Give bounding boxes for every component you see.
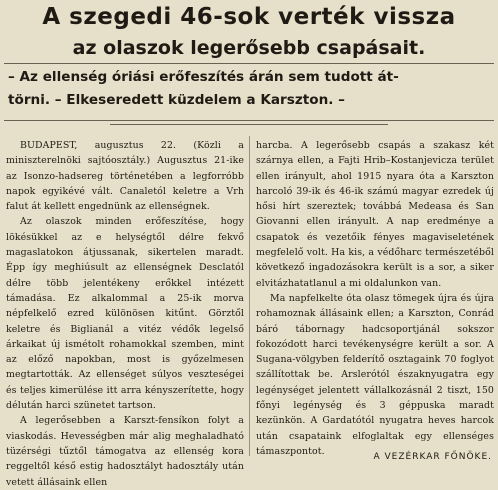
right-paragraph-2: Ma napfelkelte óta olasz tömegek újra és újra rohamoznak állásaink ellen; a Karszton, Conrád báró tábornagy hadcsoportjánál sokszor fokozódott harci tevékenységre került a sor. A Sugana-völgyben felderítő osztagaink 70 foglyot szállítottak be. Arslerótól északnyugatra egy legénységet jelentett vállalkozásnál 2 tiszt, 150 főnyi legénység és 3 géppuska maradt kezünkön. A Gardatótól nyugatra heves harcok után csapataink elfoglaltak egy ellenséges támaszpontot. (256, 292, 494, 457)
headline: A szegedi 46-sok verték vissza (42, 4, 456, 30)
article-column-right (256, 138, 494, 459)
subheadline: az olaszok legerősebb csapásait. (72, 37, 426, 59)
deck-line-1: – Az ellenség óriási erőfeszítés árán sem tudott át- (8, 69, 399, 85)
left-paragraph-3: A legerősebben a Karszt-fensíkon folyt a viaskodás. Hevességben már alig meghaladható tüzérségi tűztől támogatva az ellenség kora reggeltől késő estig hadosztályt hadosztály után vetett állásaink ellen (6, 415, 244, 488)
signature: A VEZÉRKAR FŐNÖKE. (373, 452, 492, 462)
left-paragraph-2: Az olaszok minden erőfeszítése, hogy lökésükkel az e helységtől délre fekvő magaslatokon átjussanak, sikertelen maradt. Épp így meghiúsult az ellenségnek Desclatól délre több jelentékeny erőkkel intézett támadása. Ez alkalommal a 25-ik morva népfelkelő ezred különösen kitűnt. Görztől keletre és Biglianál a vitéz védők legelső árkaikat új ismétolt rohamokkal szemben, mint az előző napokban, most is győzelmesen megtartották. Az ellenséget súlyos veszteségei és teljes kimerülése itt arra kényszerítette, hogy délután harci szünetet tartson. (6, 216, 244, 412)
divider-short (110, 124, 388, 125)
divider-middle (4, 120, 494, 121)
column-divider (249, 136, 250, 456)
article-column-left (6, 138, 244, 490)
right-paragraph-1: harcba. A legerősebb csapás a szakasz két szárnya ellen, a Fajti Hrib–Kostanjevicza terület ellen irányult, ahol 1915 nyara óta a Karszton harcoló 39-ik és 46-ik számú magyar ezredek új hősi hírt szereztek; továbbá Medeasa és San Giovanni ellen irányult. A nap eredménye a csapatok és vezetőik fényes magaviseletének megfelelő volt. Ha kis, a védőharc természetéből következő ingadozásokra került is a sor, a siker elvitázhatatlanul a mi oldalunkon van. (256, 140, 494, 289)
left-paragraph-1: BUDAPEST, augusztus 22. (Közli a miniszterelnöki sajtóosztály.) Augusztus 21-ike az Isonzo-hadsereg történetében a legforróbb napok egyikévé vált. Canaletól keletre a Vrh falut át kellett engednünk az ellenségnek. (6, 140, 244, 213)
deck-line-2: törni. – Elkeseredett küzdelem a Karszton. – (8, 92, 345, 108)
divider-top (4, 63, 494, 64)
